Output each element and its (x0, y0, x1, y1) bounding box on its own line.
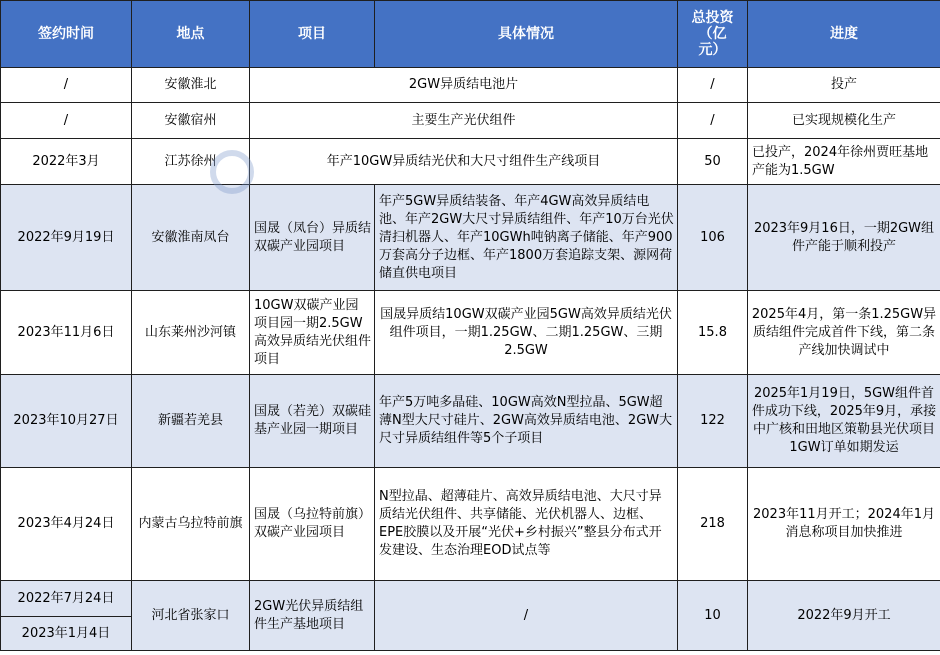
table-row (1, 581, 940, 617)
cell-progress: 2025年4月，第一条1.25GW异质结组件完成首件下线，第二条产线加快调试中 (748, 291, 940, 375)
table-row (1, 103, 940, 139)
table-row (1, 139, 940, 185)
cell-project-merged: 2GW异质结电池片 (250, 68, 678, 103)
cell-details: N型拉晶、超薄硅片、高效异质结电池、大尺寸异质结光伏组件、共享储能、光伏机器人、边框、EPE胶膜以及开展“光伏+乡村振兴”整县分布式开发建设、生态治理EOD试点等 (375, 468, 678, 581)
cell-investment: 122 (678, 375, 748, 468)
cell-time: 2022年7月24日 (1, 581, 132, 617)
cell-time: / (1, 68, 132, 103)
cell-time: 2023年10月27日 (1, 375, 132, 468)
table-row (1, 291, 940, 375)
cell-time: 2023年4月24日 (1, 468, 132, 581)
cell-place: 安徽淮北 (132, 68, 250, 103)
cell-progress: 已投产，2024年徐州贾旺基地产能为1.5GW (748, 139, 940, 185)
cell-investment: / (678, 103, 748, 139)
cell-project: 国晟（若羌）双碳硅基产业园一期项目 (250, 375, 375, 468)
cell-time: 2022年3月 (1, 139, 132, 185)
cell-time-2: 2023年1月4日 (1, 617, 132, 651)
cell-details: 国晟异质结10GW双碳产业园5GW高效异质结光伏组件项目，一期1.25GW、二期1.25GW、三期2.5GW (375, 291, 678, 375)
header-project: 项目 (250, 1, 375, 68)
cell-investment: 106 (678, 185, 748, 291)
cell-details: / (375, 581, 678, 651)
header-sign-time: 签约时间 (1, 1, 132, 68)
cell-investment: 218 (678, 468, 748, 581)
cell-details: 年产5GW异质结装备、年产4GW高效异质结电池、年产2GW大尺寸异质结组件、年产10万台光伏清扫机器人、年产10GWh吨钠离子储能、年产900万套高分子边框、年产1800万套追踪支架、源网荷储直供电项目 (375, 185, 678, 291)
cell-place: 安徽宿州 (132, 103, 250, 139)
cell-project: 2GW光伏异质结组件生产基地项目 (250, 581, 375, 651)
cell-place: 新疆若羌县 (132, 375, 250, 468)
cell-investment: / (678, 68, 748, 103)
cell-time: 2023年11月6日 (1, 291, 132, 375)
cell-place: 内蒙古乌拉特前旗 (132, 468, 250, 581)
table-row (1, 468, 940, 581)
header-progress: 进度 (748, 1, 940, 68)
cell-progress: 2025年1月19日，5GW组件首件成功下线，2025年9月，承接中广核和田地区策勒县光伏项目1GW订单如期发运 (748, 375, 940, 468)
cell-place: 江苏徐州 (132, 139, 250, 185)
cell-investment: 15.8 (678, 291, 748, 375)
cell-progress: 2023年11月开工；2024年1月消息称项目加快推进 (748, 468, 940, 581)
cell-project: 国晟（凤台）异质结双碳产业园项目 (250, 185, 375, 291)
header-location: 地点 (132, 1, 250, 68)
cell-project-merged: 年产10GW异质结光伏和大尺寸组件生产线项目 (250, 139, 678, 185)
cell-place: 安徽淮南凤台 (132, 185, 250, 291)
cell-project: 国晟（乌拉特前旗）双碳产业园项目 (250, 468, 375, 581)
table-row (1, 375, 940, 468)
cell-place: 山东莱州沙河镇 (132, 291, 250, 375)
cell-progress: 2022年9月开工 (748, 581, 940, 651)
cell-details: 年产5万吨多晶硅、10GW高效N型拉晶、5GW超薄N型大尺寸硅片、2GW高效异质结电池、2GW大尺寸异质结组件等5个子项目 (375, 375, 678, 468)
cell-time: 2022年9月19日 (1, 185, 132, 291)
table-row (1, 185, 940, 291)
cell-progress: 已实现规模化生产 (748, 103, 940, 139)
table-row (1, 68, 940, 103)
cell-time: / (1, 103, 132, 139)
header-row (1, 1, 940, 68)
cell-investment: 10 (678, 581, 748, 651)
cell-investment: 50 (678, 139, 748, 185)
cell-project: 10GW双碳产业园项目园一期2.5GW高效异质结光伏组件项目 (250, 291, 375, 375)
cell-progress: 2023年9月16日，一期2GW组件产能于顺利投产 (748, 185, 940, 291)
header-details: 具体情况 (375, 1, 678, 68)
cell-place: 河北省张家口 (132, 581, 250, 651)
cell-progress: 投产 (748, 68, 940, 103)
header-investment: 总投资 （亿 元） (678, 1, 748, 68)
cell-project-merged: 主要生产光伏组件 (250, 103, 678, 139)
